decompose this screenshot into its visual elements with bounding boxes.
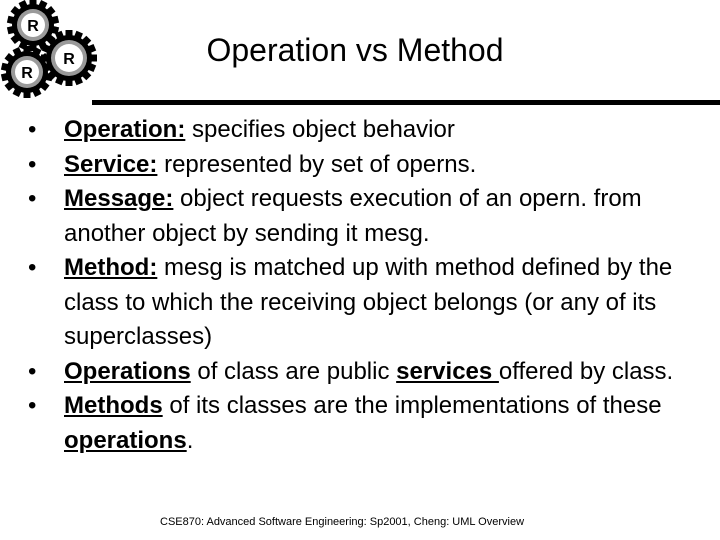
- bullet-text: mesg is matched up with method defined by the class to which the receiving object belongs (or any of its superclasses): [64, 254, 673, 350]
- bullet-list: [20, 113, 710, 458]
- bullet-item: [20, 113, 710, 148]
- gears-logo-svg: [0, 0, 110, 100]
- bullet-dot: •: [28, 150, 37, 178]
- bullet-term: Operation:: [64, 116, 186, 143]
- title-divider: [92, 100, 720, 105]
- bullet-dot: •: [28, 116, 37, 143]
- bullet-term: Operations: [64, 357, 191, 385]
- bullet-item: [20, 355, 710, 390]
- bullet-term-inline: operations: [64, 426, 187, 454]
- bullet-text: object requests execution of an opern. from another object by sending it mesg.: [64, 185, 642, 247]
- gear-letter: R: [27, 18, 39, 35]
- bullet-term: Service:: [64, 150, 158, 178]
- bullet-item: [20, 148, 710, 183]
- bullet-dot: •: [28, 357, 37, 385]
- bullet-text-tail: offered by class.: [498, 357, 674, 385]
- bullet-term-inline: services: [396, 357, 499, 385]
- slide-footer: CSE870: Advanced Software Engineering: Sp2001, Cheng: UML Overview: [160, 516, 525, 528]
- bullet-item: [20, 182, 710, 251]
- gear-letter: R: [21, 65, 33, 82]
- gears-logo-icon: [0, 0, 110, 100]
- bullet-dot: •: [28, 392, 37, 419]
- bullet-dot: •: [28, 254, 37, 281]
- bullet-term: Method:: [64, 254, 158, 281]
- gear-icon: [1, 46, 53, 98]
- bullet-dot: •: [28, 185, 37, 212]
- slide-title: Operation vs Method: [206, 32, 504, 68]
- bullet-text: of its classes are the implementations of these: [162, 392, 662, 419]
- bullet-term: Message:: [64, 185, 174, 212]
- bullet-term: Methods: [64, 392, 163, 419]
- bullet-item: [20, 389, 710, 458]
- bullet-text: specifies object behavior: [185, 116, 455, 143]
- bullet-item: [20, 251, 710, 355]
- bullet-text-tail: .: [186, 426, 194, 454]
- gear-icon: [41, 30, 97, 86]
- bullet-text: represented by set of operns.: [157, 150, 477, 178]
- bullet-text: of class are public: [190, 357, 397, 385]
- gear-letter: R: [63, 51, 75, 68]
